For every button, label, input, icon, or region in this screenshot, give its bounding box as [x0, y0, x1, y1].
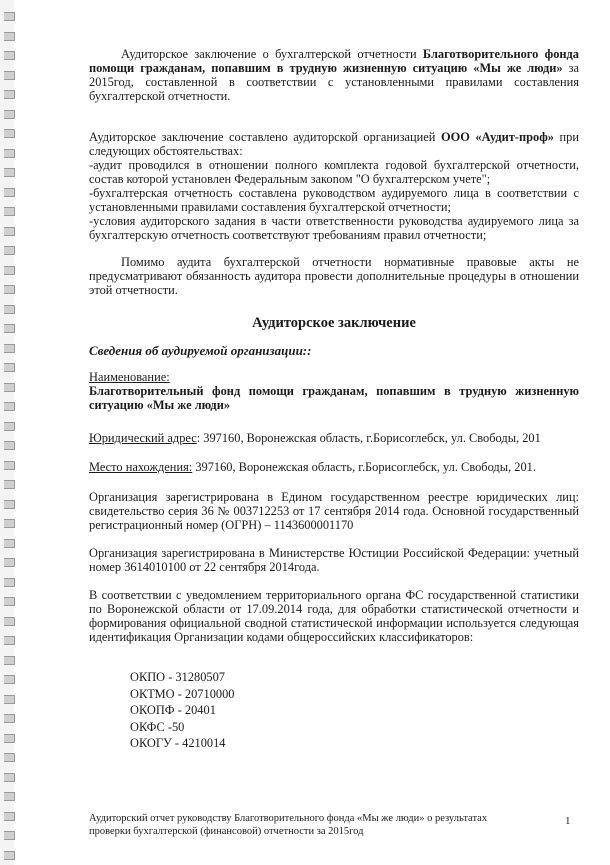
location-value: 397160, Воронежская область, г.Борисоглебск, ул. Свободы, 201.	[192, 460, 536, 474]
binding-hole	[4, 188, 15, 197]
ministry-paragraph: Организация зарегистрирована в Министерстве Юстиции Российской Федерации: учетный номер 3614010100 от 22 сентября 2014года.	[89, 546, 579, 574]
binding-hole	[4, 753, 15, 762]
binding-hole	[4, 480, 15, 489]
binding-hole	[4, 207, 15, 216]
code-okopf	[130, 702, 234, 719]
intro-paragraph-1	[89, 47, 579, 103]
binding-hole	[4, 597, 15, 606]
binding-hole	[4, 441, 15, 450]
code-oktmo	[130, 686, 234, 703]
org-name-label-text: Наименование:	[89, 370, 170, 384]
intro-paragraph-2	[89, 130, 579, 158]
binding-hole	[4, 422, 15, 431]
binding-hole	[4, 305, 15, 314]
binding-hole	[4, 500, 15, 509]
binding-hole	[4, 266, 15, 275]
binding-hole	[4, 461, 15, 470]
binding-hole	[4, 71, 15, 80]
code-value: - 20710000	[174, 686, 235, 701]
intro-p1-prefix: Аудиторское заключение о бухгалтерской отчетности	[121, 47, 423, 61]
registry-paragraph: Организация зарегистрирована в Едином государственном реестре юридических лиц: свидетельство серия 36 № 003712253 от 17 сентября 2014 года. Основной государственный регистрационный номер (ОГРН) – 1143600001170	[89, 490, 579, 532]
binding-hole	[4, 227, 15, 236]
binding-hole	[4, 402, 15, 411]
page-footer: Аудиторский отчет руководству Благотворительного фонда «Мы же люди» о результатах проверки бухгалтерской (финансовой) отчетности за 2015год	[89, 813, 488, 837]
code-value: - 31280507	[165, 670, 225, 684]
condition-3: -условия аудиторского задания в части ответственности руководства аудируемого лица за бухгалтерскую отчетность соответствуют требованиям правил отчетности;	[89, 214, 579, 242]
code-value: - 20401	[174, 703, 216, 717]
binding-hole	[4, 90, 15, 99]
binding-hole	[4, 558, 15, 567]
binding-hole	[4, 812, 15, 821]
binding-hole	[4, 714, 15, 723]
code-name: ОКФС	[130, 719, 165, 734]
code-name: ОКОГУ	[130, 736, 172, 750]
binding-hole	[4, 636, 15, 645]
binding-hole	[4, 831, 15, 840]
binding-hole	[4, 656, 15, 665]
intro-p2-prefix: Аудиторское заключение составлено аудиторской организацией	[89, 130, 441, 144]
code-name: ОКТМО	[130, 686, 175, 701]
code-value: -50	[164, 719, 185, 734]
binding-hole	[4, 578, 15, 587]
binding-hole	[4, 129, 15, 138]
intro-p1-org: Благотворительного фонда помощи гражданам, попавшим в трудную жизненную ситуацию «Мы же люди»	[89, 47, 579, 75]
binding-hole	[4, 851, 15, 860]
location-label: Место нахождения:	[89, 460, 193, 474]
binding-hole	[4, 792, 15, 801]
code-okogu	[130, 735, 234, 752]
page-number: 1	[565, 815, 571, 827]
binding-hole	[4, 110, 15, 119]
binding-hole	[4, 149, 15, 158]
binding-hole	[4, 246, 15, 255]
binding-hole	[4, 324, 15, 333]
condition-2: -бухгалтерская отчетность составлена руководством аудируемого лица в соответствии с установленными правилами составления бухгалтерской отчетности;	[89, 186, 579, 214]
org-name-label	[89, 370, 579, 384]
classifier-codes	[130, 669, 234, 752]
binding-hole	[4, 695, 15, 704]
code-name: ОКПО	[130, 670, 166, 684]
intro-p2-suffix: при следующих обстоятельствах:	[89, 130, 579, 158]
binding-hole	[4, 32, 15, 41]
binding-hole	[4, 617, 15, 626]
code-okfs	[130, 719, 234, 736]
section-heading: Аудиторское заключение	[252, 315, 416, 331]
location-address	[89, 460, 579, 474]
intro-paragraph-3: Помимо аудита бухгалтерской отчетности нормативные правовые акты не предусматривают обязанность аудитора провести дополнительные процедуры в отношении этой отчетности.	[89, 255, 579, 297]
intro-p2-auditor: ООО «Аудит-проф»	[440, 130, 554, 144]
binding-hole	[4, 383, 15, 392]
binding-hole	[4, 12, 15, 21]
statistics-paragraph: В соответствии с уведомлением территориального органа ФС государственной статистики по Воронежской области от 17.09.2014 года, для обработки статистической отчетности и формирования официальной сводной статистической информации используется следующая идентификация Организации кодами общероссийских классификаторов:	[89, 588, 579, 644]
legal-address	[89, 431, 579, 445]
binding-hole	[4, 51, 15, 60]
code-name: ОКОПФ	[130, 703, 175, 717]
code-value: - 4210014	[171, 736, 226, 750]
binding-hole	[4, 519, 15, 528]
legal-address-value: : 397160, Воронежская область, г.Борисоглебск, ул. Свободы, 201	[196, 431, 541, 445]
binding-hole	[4, 344, 15, 353]
binding-hole	[4, 539, 15, 548]
intro-p1-suffix: за 2015год, составленной в соответствии с установленными правилами составления бухгалтерской отчетности.	[89, 61, 579, 103]
binding-hole	[4, 285, 15, 294]
code-okpo	[130, 669, 234, 686]
binding-hole	[4, 363, 15, 372]
section-subheading: Сведения об аудируемой организации::	[89, 343, 312, 358]
binding-hole	[4, 734, 15, 743]
binding-hole	[4, 675, 15, 684]
condition-1: -аудит проводился в отношении полного комплекта годовой бухгалтерской отчетности, состав которой установлен Федеральным закоnом "О бухгалтерском учете";	[89, 158, 579, 186]
binding-hole	[4, 168, 15, 177]
org-name-value: Благотворительный фонд помощи гражданам, попавшим в трудную жизненную ситуацию «Мы же люди»	[89, 384, 579, 412]
legal-address-label: Юридический адрес	[89, 431, 197, 445]
binding-hole	[4, 773, 15, 782]
